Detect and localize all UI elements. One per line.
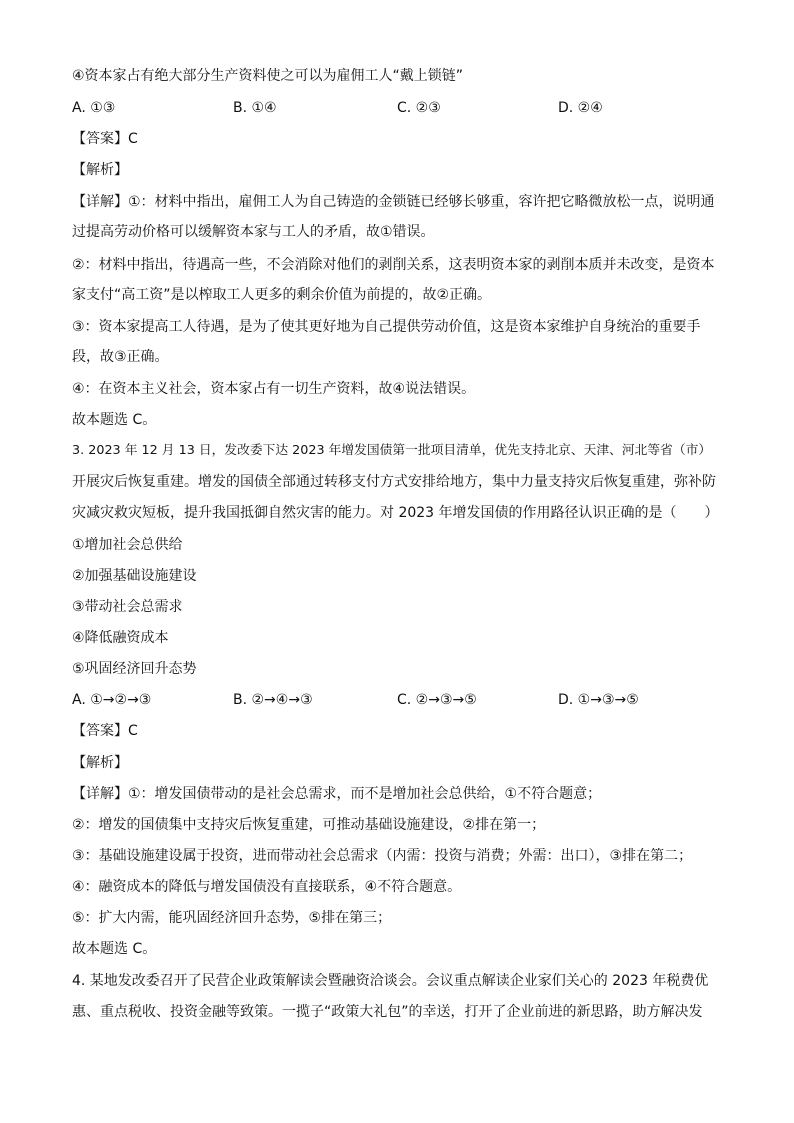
q2-detail-line: 家支付“高工资”是以榨取工人更多的剩余价值为前提的，故②正确。	[72, 287, 492, 303]
q2-detail-line: ②：材料中指出，待遇高一些，不会消除对他们的剥削关系，这表明资本家的剥削本质并未改变，是资本	[72, 257, 715, 273]
q3-item-1: ①增加社会总供给	[72, 537, 183, 553]
q3-option-b: B. ②→④→③	[233, 692, 313, 708]
q2-option-a: A. ①③	[72, 100, 116, 116]
q3-conclusion: 故本题选 C。	[72, 941, 157, 957]
q3-item-4: ④降低融资成本	[72, 630, 169, 646]
q2-analysis-label: 【解析】	[72, 162, 128, 178]
q3-stem-line: 3. 2023 年 12 月 13 日，发改委下达 2023 年增发国债第一批项目清单，优先支持北京、天津、河北等省（市）	[72, 443, 712, 458]
q3-option-d: D. ①→③→⑤	[558, 692, 639, 708]
q4-stem-line: 惠、重点税收、投资金融等致策。一揽子“政策大礼包”的幸送，打开了企业前进的新思路，助方解决发	[72, 1004, 703, 1020]
q2-detail-line: 段，故③正确。	[72, 349, 169, 365]
q3-stem-line: 开展灾后恢复重建。增发的国债全部通过转移支付方式安排给地方，集中力量支持灾后恢复重建，弥补防	[72, 474, 716, 490]
q2-detail-line: 【详解】①：材料中指出，雇佣工人为自己铸造的金锁链已经够长够重，容许把它略微放松一点，说明通	[72, 194, 715, 210]
q3-analysis-label: 【解析】	[72, 755, 128, 771]
q3-option-c: C. ②→③→⑤	[397, 692, 477, 708]
q2-option-b: B. ①④	[233, 100, 277, 116]
q2-options	[72, 98, 722, 118]
q3-detail-line: ⑤：扩大内需，能巩固经济回升态势，⑤排在第三；	[72, 910, 392, 926]
q2-detail-line: ③：资本家提高工人待遇，是为了使其更好地为自己提供劳动价值，这是资本家维护自身统治的重要手	[72, 319, 701, 335]
q3-detail-line: ③：基础设施建设属于投资，进而带动社会总需求（内需：投资与消费；外需：出口），③排在第二；	[72, 848, 693, 864]
q2-option-d: D. ②④	[558, 100, 603, 116]
q3-detail-line: ②：增发的国债集中支持灾后恢复重建，可推动基础设施建设，②排在第一；	[72, 817, 546, 833]
q3-detail-line: ④：融资成本的降低与增发国债没有直接联系，④不符合题意。	[72, 879, 462, 895]
q2-detail-line: ④：在资本主义社会，资本家占有一切生产资料，故④说法错误。	[72, 381, 476, 397]
q3-answer: 【答案】C	[72, 723, 138, 739]
q3-option-a: A. ①→②→③	[72, 692, 152, 708]
q2-conclusion: 故本题选 C。	[72, 412, 157, 428]
q3-item-5: ⑤巩固经济回升态势	[72, 661, 197, 677]
q3-detail-line: 【详解】①：增发国债带动的是社会总需求，而不是增加社会总供给，①不符合题意；	[72, 786, 602, 802]
q3-item-3: ③带动社会总需求	[72, 599, 183, 615]
q2-option-c: C. ②③	[397, 100, 441, 116]
q3-item-2: ②加强基础设施建设	[72, 568, 197, 584]
q2-answer: 【答案】C	[72, 131, 138, 147]
q3-stem-line: 灾减灾救灾短板，提升我国抵御自然灾害的能力。对 2023 年增发国债的作用路径认识正确的是（ ）	[72, 505, 719, 521]
q3-options	[72, 690, 722, 710]
q2-detail-line: 过提高劳动价格可以缓解资本家与工人的矛盾，故①错误。	[72, 224, 435, 240]
q4-stem-line: 4. 某地发改委召开了民营企业政策解读会暨融资洽谈会。会议重点解读企业家们关心的 2023 年税费优	[72, 973, 709, 989]
q2-option-statement-4: ④资本家占有绝大部分生产资料使之可以为雇佣工人“戴上锁链”	[72, 68, 464, 84]
